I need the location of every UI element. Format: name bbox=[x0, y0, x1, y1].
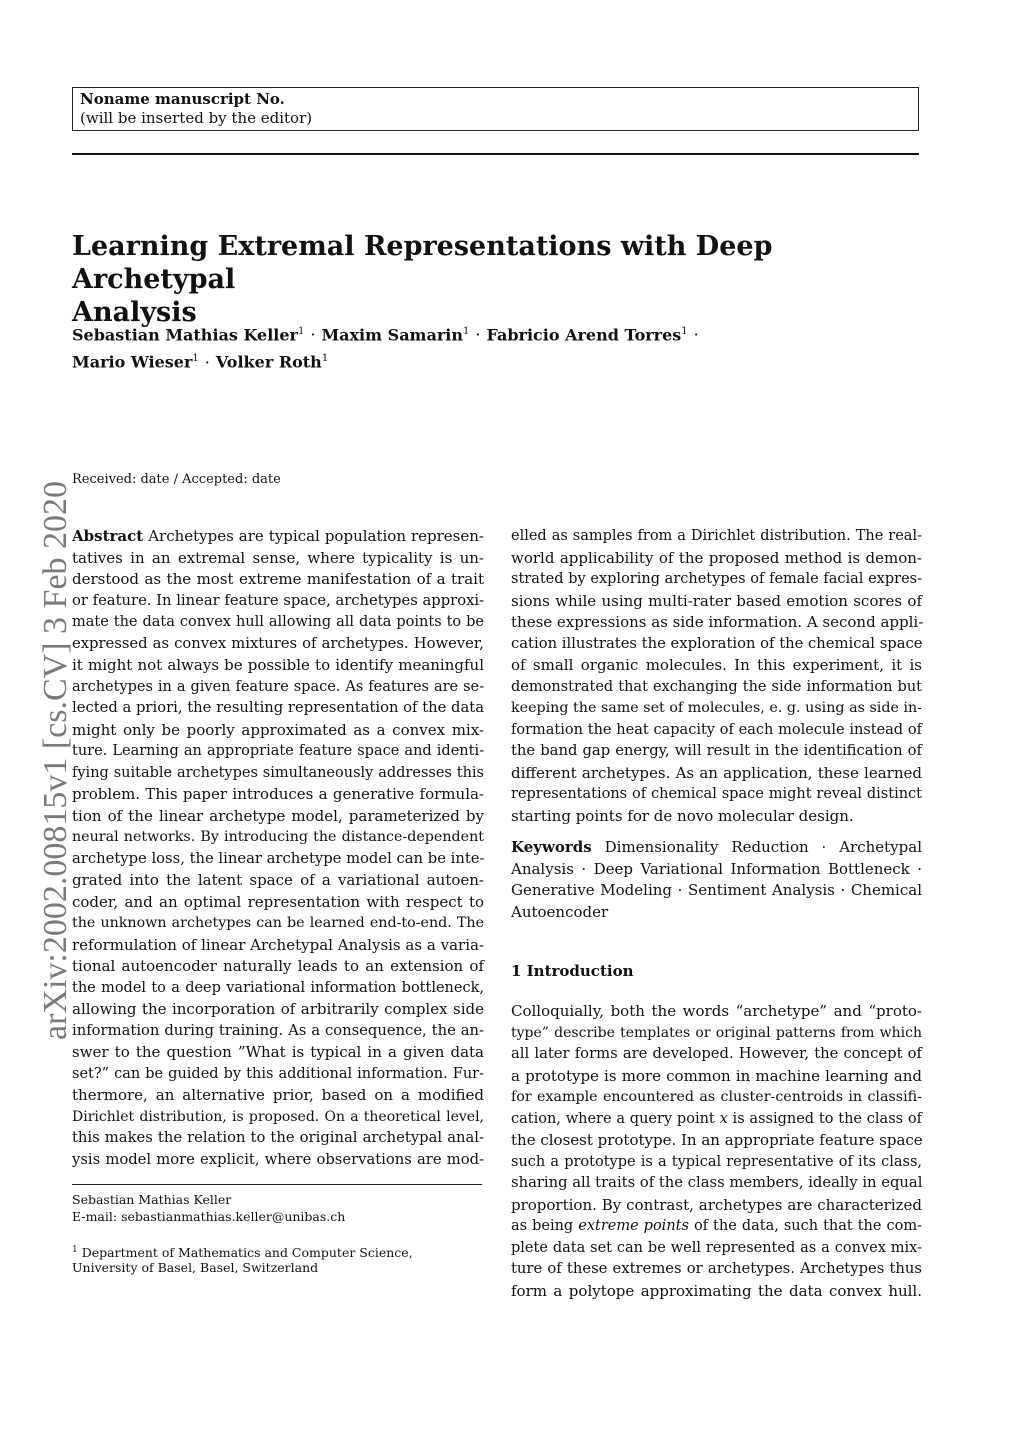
abstract-line: might only be poorly approximated as a convex mix- bbox=[72, 720, 484, 739]
arxiv-identifier: arXiv:2002.00815v1 [cs.CV] 3 Feb 2020 bbox=[37, 480, 74, 1040]
abstract-line: demonstrated that exchanging the side information but bbox=[511, 678, 922, 695]
intro-line: such a prototype is a typical representative of its class, bbox=[511, 1153, 922, 1170]
abstract-line: fying suitable archetypes simultaneously addresses this bbox=[72, 764, 484, 781]
intro-line: Colloquially, both the words “archetype” and “proto- bbox=[511, 1002, 922, 1020]
author-separator: · bbox=[693, 325, 699, 345]
abstract-line: tional autoencoder naturally leads to an extension of bbox=[72, 957, 484, 975]
author-list bbox=[72, 320, 932, 375]
abstract-line: neural networks. By introducing the distance-dependent bbox=[72, 829, 484, 845]
abstract-line: formation the heat capacity of each molecule instead of bbox=[511, 721, 922, 738]
abstract-line: lected a priori, the resulting representation of the data bbox=[72, 699, 484, 716]
abstract-line: information during training. As a consequence, the an- bbox=[72, 1021, 484, 1039]
author-separator: · bbox=[310, 325, 316, 345]
author-separator: · bbox=[475, 325, 481, 345]
title-line-2: Analysis bbox=[72, 297, 197, 328]
intro-line: the closest prototype. In an appropriate feature space bbox=[511, 1131, 923, 1149]
author-line-2 bbox=[72, 347, 932, 374]
intro-line: sharing all traits of the class members, ideally in equal bbox=[511, 1174, 923, 1191]
abstract-line: these expressions as side information. A second appli- bbox=[511, 613, 924, 631]
abstract-line: this makes the relation to the original archetypal anal- bbox=[72, 1129, 484, 1146]
abstract-line: derstood as the most extreme manifestation of a trait bbox=[72, 570, 484, 588]
affiliation-mark: 1 bbox=[72, 1245, 78, 1255]
abstract-line: problem. This paper introduces a generative formula- bbox=[72, 785, 484, 803]
abstract-line: strated by exploring archetypes of female facial expres- bbox=[511, 571, 922, 587]
abstract-line: coder, and an optimal representation with respect to bbox=[72, 892, 484, 911]
corresponding-author: Sebastian Mathias Keller bbox=[72, 1192, 232, 1207]
abstract-line: starting points for de novo molecular design. bbox=[511, 806, 854, 825]
author-affiliation-mark: 1 bbox=[463, 326, 470, 337]
intro-line: form a polytope approximating the data convex hull. bbox=[511, 1281, 922, 1300]
intro-line: a prototype is more common in machine learning and bbox=[511, 1066, 922, 1085]
abstract-line: of small organic molecules. In this experiment, it is bbox=[511, 656, 922, 674]
abstract-line: allowing the incorporation of arbitrarily complex side bbox=[72, 1000, 484, 1018]
abstract-line: Abstract Archetypes are typical population represen- bbox=[72, 527, 484, 545]
abstract-line: or feature. In linear feature space, archetypes approxi- bbox=[72, 591, 485, 609]
author-affiliation-mark: 1 bbox=[192, 353, 199, 365]
keywords-line: Keywords Dimensionality Reduction · Archetypal bbox=[511, 838, 922, 856]
author-email: E-mail: sebastianmathias.keller@unibas.ch bbox=[72, 1209, 346, 1224]
abstract-line: elled as samples from a Dirichlet distribution. The real- bbox=[511, 528, 922, 544]
title-line-1: Learning Extremal Representations with Deep Archetypal bbox=[72, 231, 773, 295]
intro-line: for example encountered as cluster-centroids in classifi- bbox=[511, 1089, 922, 1105]
intro-line: plete data set can be well represented as a convex mix- bbox=[511, 1239, 922, 1256]
intro-line: all later forms are developed. However, the concept of bbox=[511, 1045, 922, 1062]
author-name: Sebastian Mathias Keller bbox=[72, 325, 298, 345]
abstract-line: thermore, an alternative prior, based on a modified bbox=[72, 1086, 484, 1104]
intro-line: cation, where a query point x is assigned to the class of bbox=[511, 1110, 922, 1127]
abstract-line: tatives in an extremal sense, where typicality is un- bbox=[72, 548, 484, 567]
intro-line: as being extreme points of the data, such that the com- bbox=[511, 1218, 922, 1234]
manuscript-label: Noname manuscript No. bbox=[80, 90, 285, 108]
section-heading: 1 Introduction bbox=[511, 962, 634, 980]
author-affiliation-mark: 1 bbox=[681, 326, 688, 337]
keywords-line: Analysis · Deep Variational Information Bottleneck · bbox=[511, 859, 922, 878]
abstract-line: Dirichlet distribution, is proposed. On a theoretical level, bbox=[72, 1108, 484, 1125]
footnote-rule bbox=[72, 1184, 482, 1185]
author-affiliation-mark: 1 bbox=[321, 353, 329, 365]
keywords-heading: Keywords bbox=[511, 838, 592, 856]
abstract-line: the model to a deep variational information bottleneck, bbox=[72, 979, 484, 996]
abstract-line: sions while using multi-rater based emotion scores of bbox=[511, 591, 922, 610]
abstract-line: cation illustrates the exploration of the chemical space bbox=[511, 634, 923, 652]
keywords-line: Generative Modeling · Sentiment Analysis · Chemical bbox=[511, 881, 922, 899]
abstract-line: tion of the linear archetype model, parameterized by bbox=[72, 806, 484, 825]
received-date: Received: date / Accepted: date bbox=[72, 472, 281, 487]
abstract-line: ysis model more explicit, where observations are mod- bbox=[72, 1150, 484, 1168]
abstract-line: swer to the question ”What is typical in a given data bbox=[72, 1043, 484, 1061]
abstract-line: expressed as convex mixtures of archetypes. However, bbox=[72, 634, 484, 652]
abstract-line: it might not always be possible to identify meaningful bbox=[72, 656, 484, 674]
author-line-1 bbox=[72, 320, 932, 347]
abstract-line: the unknown archetypes can be learned end-to-end. The bbox=[72, 915, 484, 931]
intro-line: proportion. By contrast, archetypes are characterized bbox=[511, 1195, 922, 1214]
intro-line: ture of these extremes or archetypes. Archetypes thus bbox=[511, 1260, 922, 1277]
abstract-line: ture. Learning an appropriate feature space and identi- bbox=[72, 743, 484, 759]
abstract-line: archetypes in a given feature space. As features are se- bbox=[72, 678, 484, 695]
abstract-line: grated into the latent space of a variational autoen- bbox=[72, 871, 484, 889]
author-name: Volker Roth bbox=[215, 352, 322, 372]
abstract-line: world applicability of the proposed method is demon- bbox=[511, 548, 922, 567]
intro-line: type” describe templates or original patterns from which bbox=[511, 1024, 922, 1041]
author-name: Maxim Samarin bbox=[321, 325, 463, 345]
abstract-line: different archetypes. As an application, these learned bbox=[511, 763, 922, 782]
abstract-line: keeping the same set of molecules, e. g. using as side in- bbox=[511, 700, 922, 716]
keywords-line: Autoencoder bbox=[511, 902, 609, 921]
affiliation-line: University of Basel, Basel, Switzerland bbox=[72, 1260, 319, 1275]
author-name: Mario Wieser bbox=[72, 352, 193, 372]
abstract-line: archetype loss, the linear archetype model can be inte- bbox=[72, 849, 485, 867]
affiliation-line: $^1$ Department of Mathematics and Computer Science, bbox=[72, 1245, 413, 1261]
paper-title bbox=[72, 230, 932, 329]
abstract-line: mate the data convex hull allowing all data points to be bbox=[72, 614, 484, 630]
abstract-line: reformulation of linear Archetypal Analysis as a varia- bbox=[72, 935, 484, 954]
author-name: Fabricio Arend Torres bbox=[486, 325, 682, 345]
header-rule bbox=[72, 153, 919, 155]
abstract-heading: Abstract bbox=[72, 527, 144, 545]
editor-note: (will be inserted by the editor) bbox=[80, 109, 313, 127]
abstract-line: the band gap energy, will result in the identification of bbox=[511, 742, 922, 759]
author-affiliation-mark: 1 bbox=[297, 326, 305, 337]
abstract-line: set?” can be guided by this additional information. Fur- bbox=[72, 1065, 484, 1082]
author-separator: · bbox=[204, 352, 210, 372]
abstract-line: representations of chemical space might reveal distinct bbox=[511, 786, 922, 802]
